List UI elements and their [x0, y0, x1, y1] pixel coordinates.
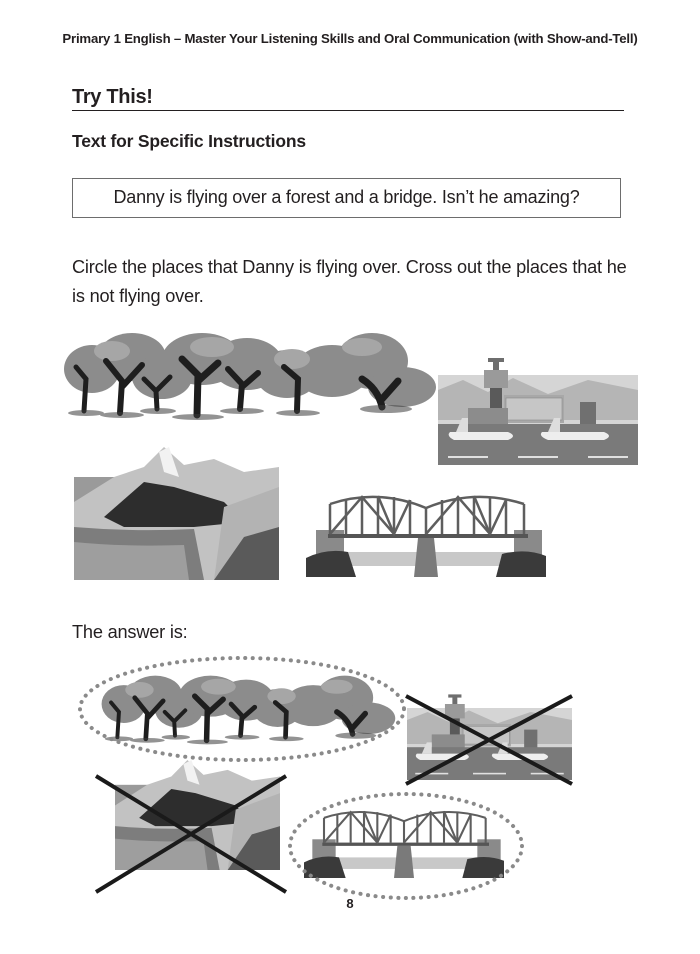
task-text: Circle the places that Danny is flying over. Cross out the places that he is not flying over. [72, 257, 627, 306]
cross-out-mountain [90, 770, 290, 900]
airport-icon [438, 350, 638, 465]
page-number: 8 [346, 896, 354, 911]
bridge-picture[interactable] [306, 492, 546, 577]
mountain-icon [74, 447, 279, 580]
instruction-text: Danny is flying over a forest and a bridge. Isn’t he amazing? [113, 187, 580, 207]
section-divider [72, 110, 624, 111]
answer-label: The answer is: [72, 622, 188, 642]
cross-out-airport [400, 690, 580, 790]
running-head: Primary 1 English – Master Your Listening Skills and Oral Communication (with Show-and-Tell) [62, 31, 638, 46]
instruction-box [72, 178, 621, 218]
forest-icon [62, 328, 442, 420]
dotted-circle-forest [76, 654, 416, 764]
forest-picture[interactable] [62, 328, 442, 420]
dotted-circle-bridge [286, 790, 526, 902]
subheading: Text for Specific Instructions [72, 131, 306, 151]
airport-picture[interactable] [438, 350, 638, 465]
section-title: Try This! [72, 86, 153, 108]
mountain-picture[interactable] [74, 447, 279, 580]
bridge-icon [306, 492, 546, 577]
